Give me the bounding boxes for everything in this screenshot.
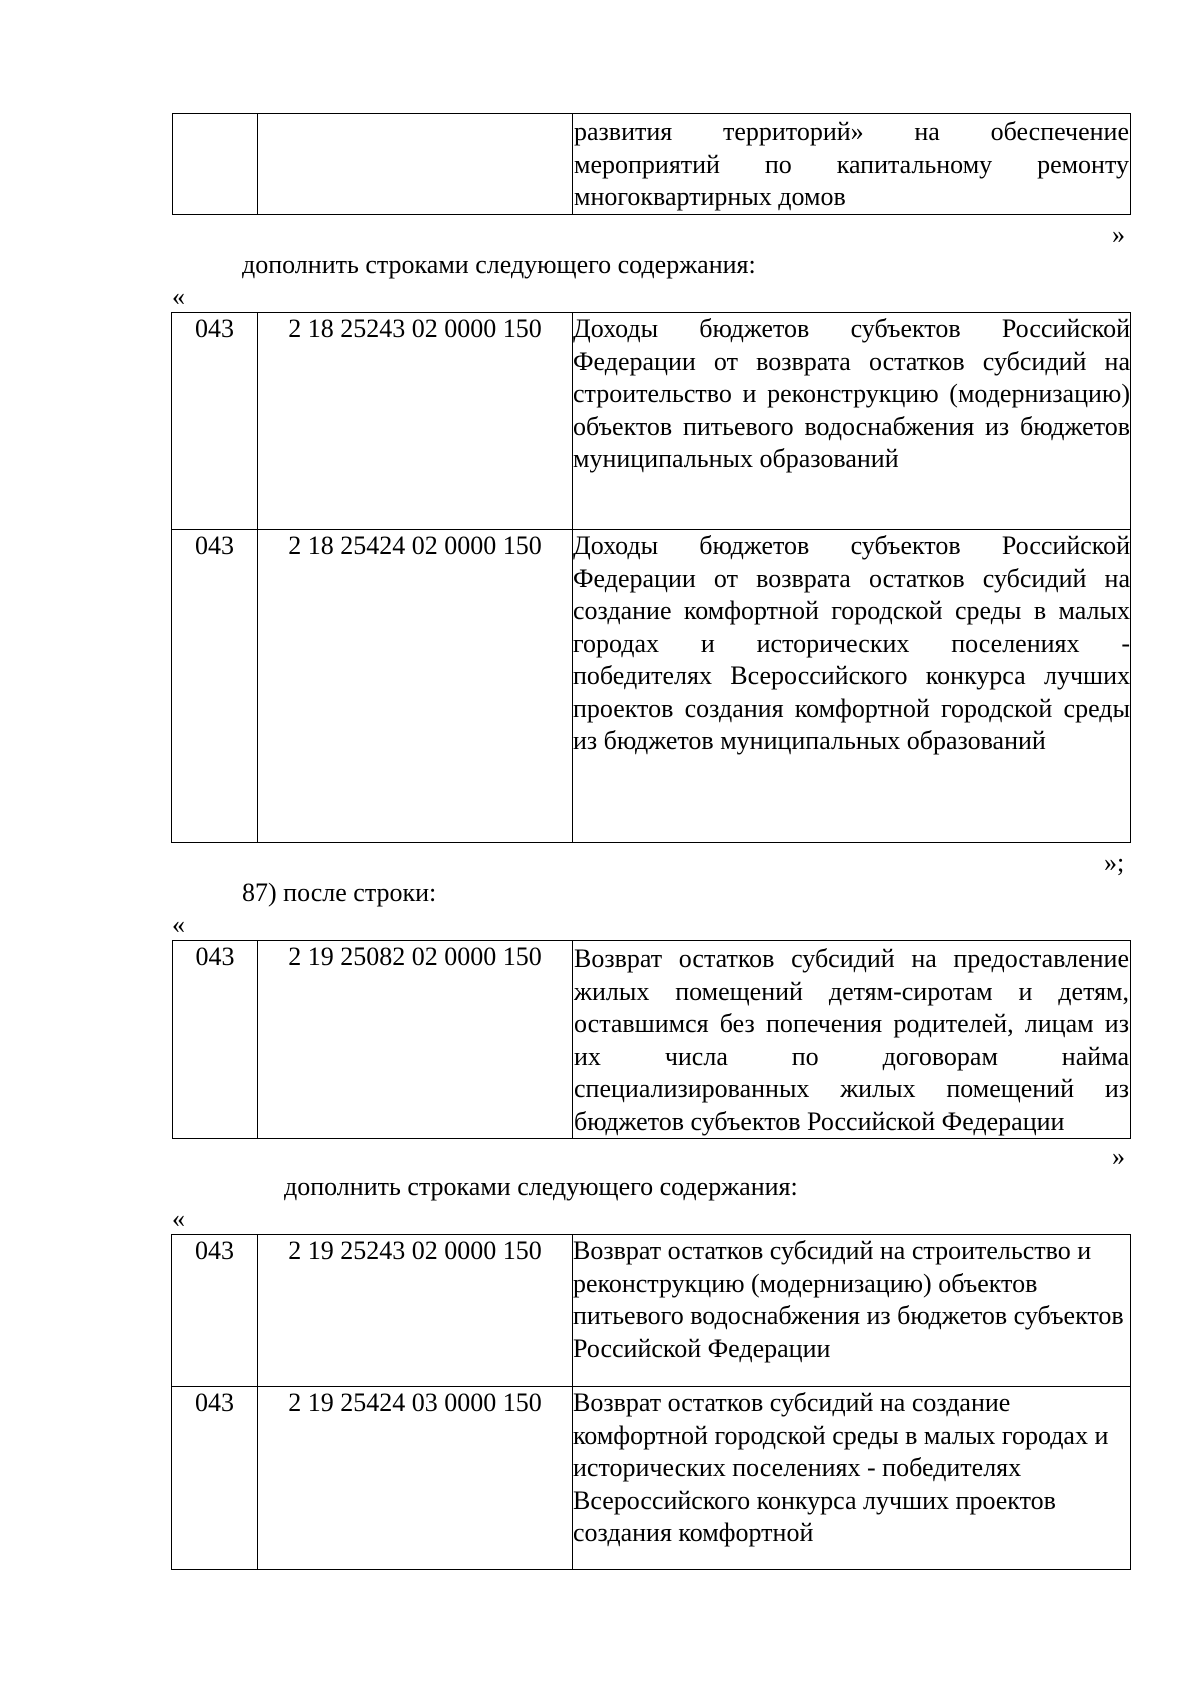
table-continuation — [172, 113, 1131, 215]
description-cell: Возврат остатков субсидий на создание комфортной городской среды в малых городах и исторических поселениях - победителях Всероссийского конкурса лучших проектов создания комфортной — [573, 1387, 1131, 1570]
table-row — [172, 313, 1131, 530]
code-cell: 043 — [172, 530, 258, 843]
kbk-cell — [258, 114, 573, 215]
opening-quote: « — [172, 282, 185, 311]
table-added-rows-1 — [171, 312, 1131, 843]
kbk-cell: 2 18 25424 02 0000 150 — [258, 530, 573, 843]
description-cell: Возврат остатков субсидий на предоставление жилых помещений детям-сиротам и детям, оставшимся без попечения родителей, лицам из их числа по договорам найма специализированных жилых помещений из бюджетов субъектов Российской Федерации — [573, 941, 1131, 1139]
paragraph-text: дополнить строками следующего содержания: — [284, 1172, 798, 1201]
kbk-cell: 2 18 25243 02 0000 150 — [258, 313, 573, 530]
code-cell: 043 — [172, 1235, 258, 1387]
kbk-cell: 2 19 25243 02 0000 150 — [258, 1235, 573, 1387]
description-cell: Возврат остатков субсидий на строительство и реконструкцию (модернизацию) объектов питьевого водоснабжения из бюджетов субъектов Российской Федерации — [573, 1235, 1131, 1387]
opening-quote: « — [172, 910, 185, 939]
code-cell: 043 — [172, 1387, 258, 1570]
code-cell — [173, 114, 258, 215]
closing-quote: » — [1112, 1142, 1125, 1171]
description-cell: Доходы бюджетов субъектов Российской Федерации от возврата остатков субсидий на строительство и реконструкцию (модернизацию) объектов питьевого водоснабжения из бюджетов муниципальных образований — [573, 313, 1131, 530]
kbk-cell: 2 19 25082 02 0000 150 — [258, 941, 573, 1139]
kbk-cell: 2 19 25424 03 0000 150 — [258, 1387, 573, 1570]
table-row — [172, 1235, 1131, 1387]
table-row — [172, 1387, 1131, 1570]
closing-quote: » — [1112, 220, 1125, 249]
closing-quote: »; — [1104, 848, 1125, 877]
description-cell: развития территорий» на обеспечение мероприятий по капитальному ремонту многоквартирных домов — [573, 114, 1131, 215]
code-cell: 043 — [173, 941, 258, 1139]
code-cell: 043 — [172, 313, 258, 530]
opening-quote: « — [172, 1204, 185, 1233]
table-after-row — [172, 940, 1131, 1139]
table-row — [173, 114, 1131, 215]
paragraph-text: 87) после строки: — [242, 878, 437, 907]
table-row — [172, 530, 1131, 843]
table-row — [173, 941, 1131, 1139]
table-added-rows-2 — [171, 1234, 1131, 1570]
description-cell: Доходы бюджетов субъектов Российской Федерации от возврата остатков субсидий на создание комфортной городской среды в малых городах и исторических поселениях - победителях Всероссийского конкурса лучших проектов создания комфортной городской среды из бюджетов муниципальных образований — [573, 530, 1131, 843]
paragraph-text: дополнить строками следующего содержания: — [242, 250, 756, 279]
